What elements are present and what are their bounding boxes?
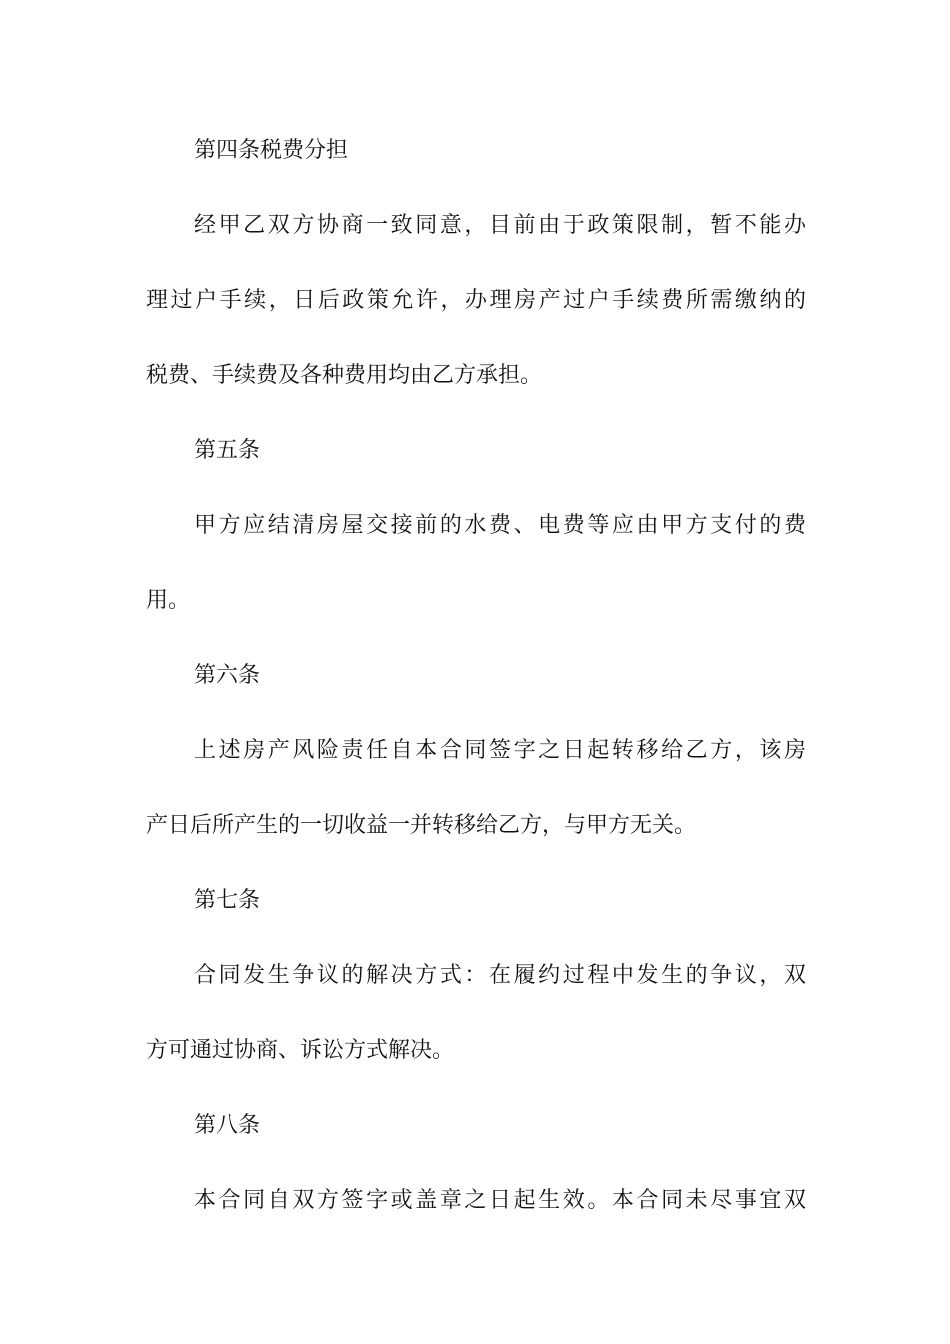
article-5-line-1: 甲方应结清房屋交接前的水费、电费等应由甲方支付的费 [194,513,806,538]
article-4-line-1: 经甲乙双方协商一致同意，目前由于政策限制，暂不能办 [194,213,806,238]
article-6-line-1: 上述房产风险责任自本合同签字之日起转移给乙方，该房 [194,738,806,763]
article-6-heading: 第六条 [194,663,261,688]
article-8-heading: 第八条 [194,1113,261,1138]
article-5-line-2: 用。 [146,588,191,613]
article-8-line-1: 本合同自双方签字或盖章之日起生效。本合同未尽事宜双 [194,1188,806,1213]
document-body [146,127,806,1252]
article-4-line-2: 理过户手续，日后政策允许，办理房产过户手续费所需缴纳的 [146,288,806,313]
article-6-line-2: 产日后所产生的一切收益一并转移给乙方，与甲方无关。 [146,813,697,838]
article-7-line-1: 合同发生争议的解决方式：在履约过程中发生的争议，双 [194,963,806,988]
article-7-heading: 第七条 [194,888,261,913]
article-7-line-2: 方可通过协商、诉讼方式解决。 [146,1038,455,1063]
article-5-heading: 第五条 [194,438,261,463]
article-4-line-3: 税费、手续费及各种费用均由乙方承担。 [146,363,543,388]
article-4-heading: 第四条税费分担 [194,138,349,163]
